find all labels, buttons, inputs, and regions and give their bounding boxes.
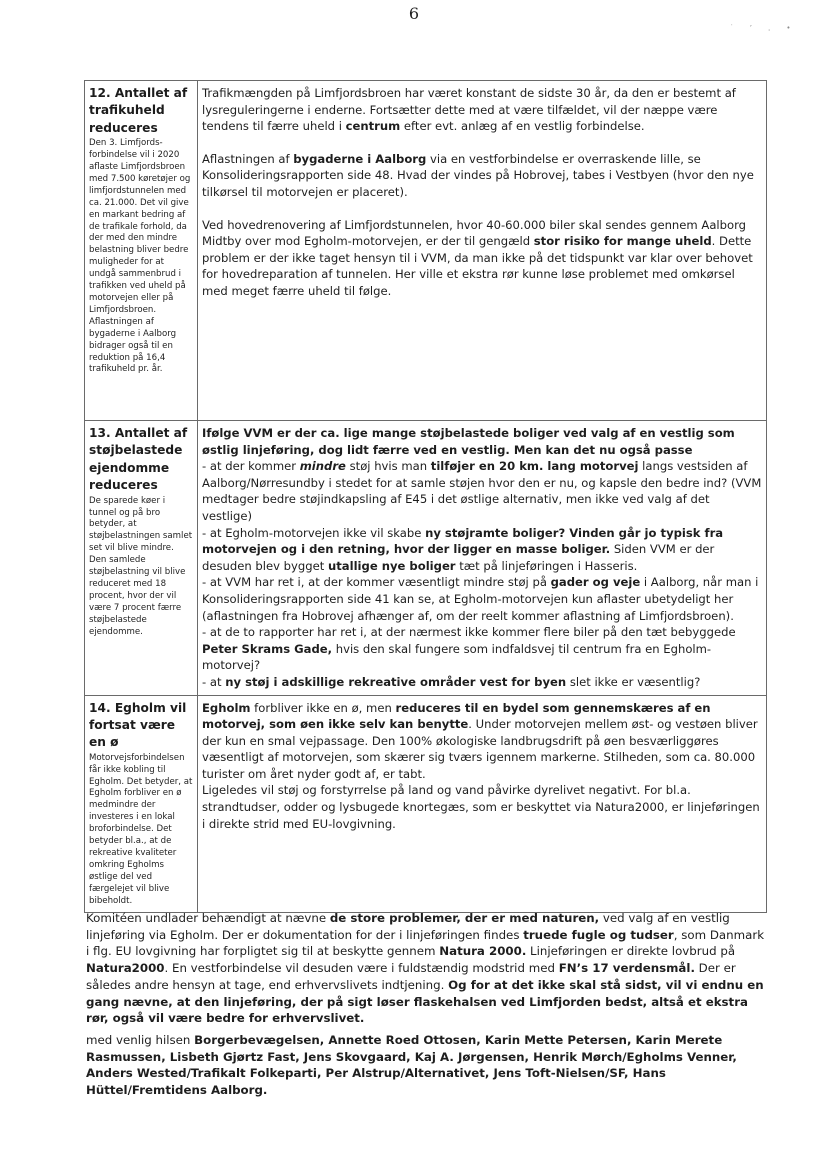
row-note: De sparede køer i tunnel og på bro betyder, at støjbelastningen samlet set vil blive mindre. Den samlede støjbelastning vil blive reduceret med 18 procent, hvor der vil være 7 procent færre støjbelastede ejendomme. [89, 495, 193, 637]
row-label-cell [85, 81, 198, 421]
row-title: 12. Antallet af trafikuheld reduceres [89, 86, 188, 135]
row-comment-cell [198, 421, 767, 696]
table-row [85, 421, 767, 696]
comment-bullet: - at VVM har ret i, at der kommer væsentligt mindre støj på gader og veje i Aalborg, når man i Konsolideringsrapporten side 41 kan se, at Egholm-motorvejen kun aflaster ubetydeligt her (aflastningen fra Hobrovej afhænger af, om der reelt kommer aflastning af Limfjordsbroen). [202, 575, 759, 623]
row-title: 13. Antallet af støjbelastede ejendomme reduceres [89, 426, 188, 493]
comment-paragraph: Ved hovedrenovering af Limfjordstunnelen, hvor 40-60.000 biler skal sendes gennem Aalborg Midtby over mod Egholm-motorvejen, er der til gengæld stor risiko for mange uheld. Dette problem er der ikke taget hensyn til i VVM, da man ikke på det tidspunkt var klar over behovet for hovedreparation af tunnelen. Her ville et ekstra rør kunne løse problemet med omkørsel med meget færre uheld til følge. [202, 217, 753, 298]
row-comment-cell [198, 81, 767, 421]
table-row [85, 81, 767, 421]
comment-paragraph: Egholm forbliver ikke en ø, men reduceres til en bydel som gennemskæres af en motorvej, som øen ikke selv kan benytte. Under motorvejen mellem øst- og vestøen bliver der kun en smal vejpassage. Den 100% økologiske landbrugsdrift på øen besværliggøres væsentligt af motorvejen, som skærer sig tværs igennem markerne. Stilheden, som ca. 80.000 turister om året nyder godt af, er tabt. [202, 700, 758, 781]
row-note: Den 3. Limfjords-forbindelse vil i 2020 aflaste Limfjordsbroen med 7.500 køretøjer og limfjordstunnelen med ca. 21.000. Det vil give en markant bedring af de trafikale forhold, da der med den mindre belastning bliver bedre muligheder for at undgå sammenbrud i trafikken ved uheld på motorvejen eller på Limfjordsbroen. Aflastningen af bygaderne i Aalborg bidrager også til en reduktion på 16,4 trafikuheld pr. år. [89, 138, 191, 375]
row-comment-cell [198, 695, 767, 912]
comment-paragraph: Ligeledes vil støj og forstyrrelse på land og vand påvirke dyrelivet negativt. For bl.a. strandtudser, odder og lysbugede knortegæs, som er beskyttet via Natura2000, er linjeføringen i direkte strid med EU-lovgivning. [202, 783, 760, 831]
comment-bullet: - at ny støj i adskillige rekreative områder vest for byen slet ikke er væsentlig? [202, 674, 701, 689]
row-label-cell [85, 421, 198, 696]
closing-paragraph: Komitéen undlader behændigt at nævne de store problemer, der er med naturen, ved valg af en vestlig linjeføring via Egholm. Der er dokumentation for der i linjeføringen findes truede fugle og tudser, som Danmark i flg. EU lovgivning har forpligtet sig til at beskytte gennem Natura 2000. Linjeføringen er direkte lovbrud på Natura2000. En vestforbindelse vil desuden være i fuldstændig modstrid med FN’s 17 verdensmål. Der er således andre hensyn at tage, end erhvervslivets indtjening. Og for at det ikke skal stå sidst, vil vi endnu en gang nævne, at den linjeføring, der på sigt løser flaskehalsen ved Limfjorden bedst, altså et ekstra rør, også vil være bedre for erhvervslivet. [86, 911, 765, 1026]
response-table [84, 80, 767, 913]
row-title: 14. Egholm vil fortsat være en ø [89, 700, 187, 750]
signature-block: med venlig hilsen Borgerbevægelsen, Annette Roed Ottosen, Karin Mette Petersen, Karin Merete Rasmussen, Lisbeth Gjørtz Fast, Jens Skovgaard, Kaj A. Jørgensen, Henrik Mørch/Egholms Venner, Anders Wested/Trafikalt Folkeparti, Per Alstrup/Alternativet, Jens Toft-Nielsen/SF, Hans Hüttel/Fremtidens Aalborg. [86, 1033, 737, 1098]
comment-bullet: - at de to rapporter har ret i, at der nærmest ikke kommer flere biler på den tæt bebyggede Peter Skrams Gade, hvis den skal fungere som indfaldsvej til centrum fra en Egholm-motorvej? [202, 625, 736, 673]
page-number: 6 [408, 4, 420, 23]
comment-intro: Ifølge VVM er der ca. lige mange støjbelastede boliger ved valg af en vestlig som østlig linjeføring, dog lidt færre ved en vestlig. Men kan det nu også passe [202, 426, 735, 457]
table-row [85, 695, 767, 912]
comment-paragraph: Trafikmængden på Limfjordsbroen har været konstant de sidste 30 år, da den er bestemt af lysreguleringerne i enderne. Fortsætter dette med at være tilfældet, vil der næppe være tendens til færre uheld i centrum efter evt. anlæg af en vestlig forbindelse. [202, 86, 736, 134]
row-label-cell [85, 695, 198, 912]
row-note: Motorvejsforbindelsen får ikke kobling til Egholm. Det betyder, at Egholm forbliver en ø medmindre der investeres i en lokal broforbindelse. Det betyder bl.a., at de rekreative kvaliteter omkring Egholms østlige del ved færgelejet vil blive bibeholdt. [89, 752, 193, 906]
comment-bullet: - at der kommer mindre støj hvis man tilføjer en 20 km. lang motorvej langs vestsiden af Aalborg/Nørresundby i stedet for at samle støjen hvor den er nu, og kapsle den bedre ind? (VVM medtager bedre støjindkapsling af E45 i det østlige alternativ, men ikke ved valg af det vestlige) [202, 459, 762, 523]
scan-marks: ˙ ’ ˌ • [730, 24, 798, 32]
comment-bullet: - at Egholm-motorvejen ikke vil skabe ny støjramte boliger? Vinden går jo typisk fra motorvejen og i den retning, hvor der ligger en masse boliger. Siden VVM er der desuden blev bygget utallige nye boliger tæt på linjeføringen i Hasseris. [202, 525, 724, 573]
comment-paragraph: Aflastningen af bygaderne i Aalborg via en vestforbindelse er overraskende lille, se Konsolideringsrapporten side 48. Hvad der vindes på Hobrovej, tabes i Vestbyen (hvor den nye tilkørsel til motorvejen er placeret). [202, 151, 754, 199]
